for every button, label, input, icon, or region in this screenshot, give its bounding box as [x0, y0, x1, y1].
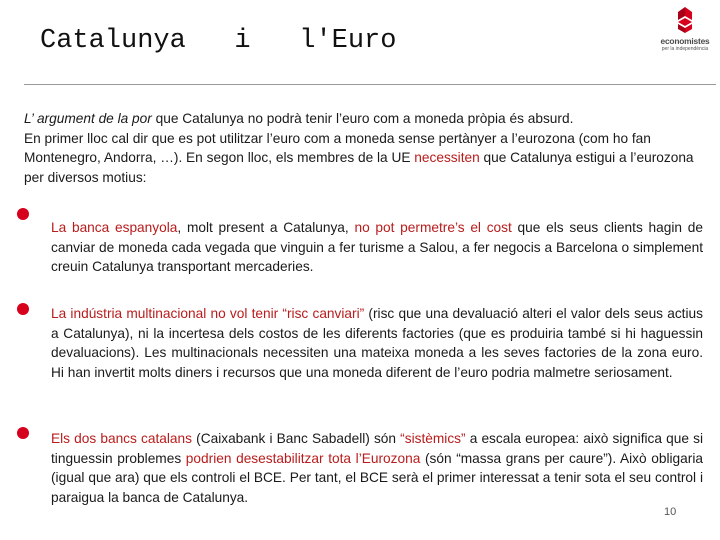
intro-text-a: En primer lloc cal dir que es pot utilitzar l’euro com a moneda sense pertànyer a l’eurozona (com ho fan Montenegro, Andorra, …). En segon lloc, els membres de la UE [24, 130, 651, 165]
item-text: (risc que una devaluació alteri el valor dels seus actius a Catalunya), ni la incertesa dels costos de les diferents factories (que es produiria també si hi haguessin devaluacions). Les multinacionals necessiten una mateixa moneda a les seves factories de la zona euro. Hi han invertit molts diners i recursos que una moneda diferent de l’euro podria malmetre seriosament. [51, 306, 703, 381]
list-item-banca [51, 218, 703, 277]
intro-text-b: que Catalunya estigui a l’eurozona per diversos motius: [24, 150, 694, 185]
item-text: , molt present a Catalunya, [177, 220, 355, 235]
intro-paragraph [24, 109, 710, 187]
economistes-logo-icon [676, 6, 694, 34]
slide-title: Catalunya i l'Euro [40, 26, 397, 56]
intro-line1: que Catalunya no podrà tenir l’euro com a moneda pròpia és absurd. [151, 111, 574, 126]
intro-italic: L’ argument de la por [24, 111, 152, 126]
logo-tagline: per la independència [661, 46, 709, 52]
bullet-icon [17, 303, 29, 315]
header-divider [24, 84, 716, 85]
item-text: (són “massa grans per caure”). Això obligaria (igual que ara) que els controli el BCE. Per tant, el BCE serà el primer interessat a tenir sota el seu control i paraigua la banca de Catalunya. [51, 450, 703, 506]
intro-highlight: necessiten [414, 150, 480, 165]
item-text: (Caixabank i Banc Sabadell) són [192, 431, 401, 446]
item-text: a escala europea: això significa que si tinguessin problemes [51, 431, 703, 466]
item-highlight: Els dos bancs catalans [51, 431, 192, 446]
item-highlight: no pot permetre’s el cost [354, 220, 512, 235]
logo-name: economistes [660, 36, 710, 46]
page-number: 10 [664, 506, 677, 518]
bullet-icon [17, 208, 29, 220]
item-highlight: “sistèmics” [400, 431, 466, 446]
list-item-bancs [51, 429, 703, 508]
item-highlight: La indústria multinacional no vol tenir “risc canviari” [51, 306, 365, 321]
list-item-industria [51, 304, 703, 383]
economistes-logo [654, 6, 716, 54]
item-text: que els seus clients hagin de canviar de moneda cada vegada que vinguin a fer turisme a Salou, a fer negocis a Barcelona o simplement creuin Catalunya transportant mercaderies. [51, 220, 703, 275]
item-highlight: La banca espanyola [51, 220, 178, 235]
item-highlight: podrien desestabilitzar tota l’Eurozona [185, 450, 421, 466]
bullet-icon [17, 427, 29, 439]
